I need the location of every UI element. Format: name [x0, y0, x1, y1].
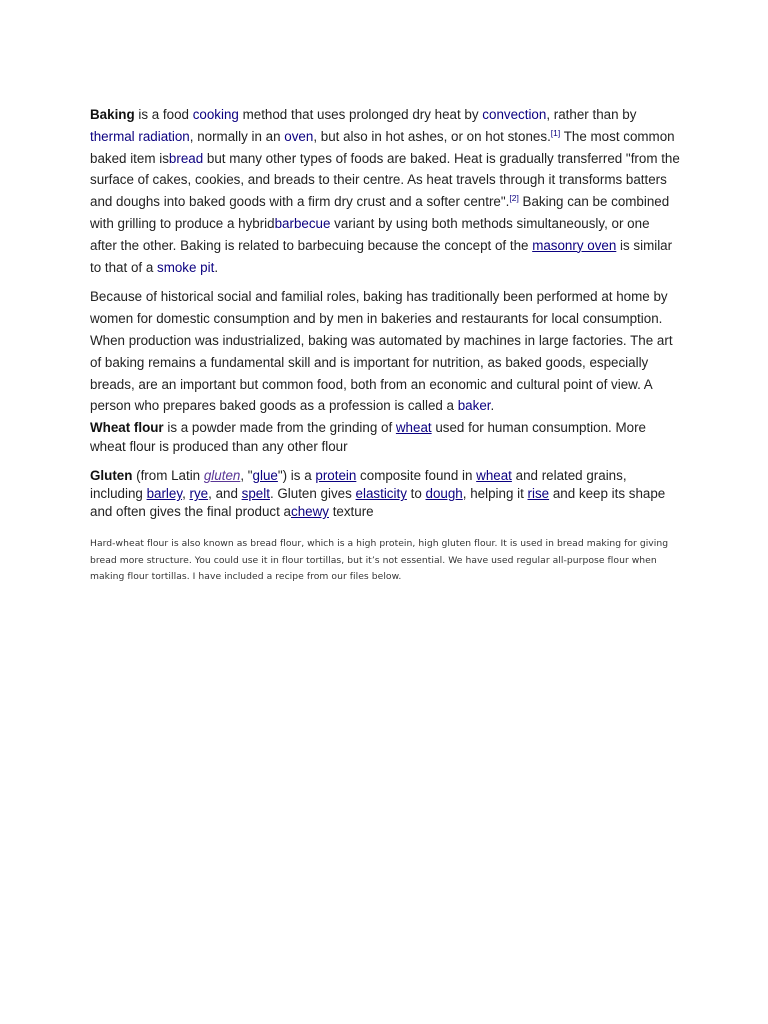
text-span: is a food	[134, 107, 193, 122]
text-span: and keep its shape and often gives the final product a	[90, 486, 666, 520]
text-span: . Gluten gives	[269, 486, 356, 502]
link-smoke-pit[interactable]: smoke pit	[157, 259, 215, 275]
link-rye[interactable]: rye	[189, 486, 209, 502]
link-chewy[interactable]: chewy	[291, 504, 329, 520]
link-bread[interactable]: bread	[168, 150, 204, 166]
link-wheat[interactable]: wheat	[395, 420, 432, 436]
text-span: .	[214, 259, 219, 275]
text-span: , normally in an	[189, 128, 285, 144]
document-body	[90, 104, 680, 586]
text-span: but many other types of foods are baked. Heat is gradually transferred "from the surface of cakes, cookies, and breads to their centre. As heat travels through it transforms batters and doughs into baked goods with a firm dry crust and a softer centre".	[90, 150, 680, 210]
text-span: composite found in	[356, 468, 477, 484]
link-rise[interactable]: rise	[527, 486, 550, 502]
bread-flour-note: Hard-wheat flour is also known as bread flour, which is a high protein, high gluten flour. It is used in bread making for giving bread more structure. You could use it in flour tortillas, but it’s not essential. We have used regular all-purpose flour when making flour tortillas. I have included a recipe from our files below.	[90, 538, 669, 583]
text-span: Because of historical social and familial roles, baking has traditionally been performed at home by women for domestic consumption and by men in bakeries and restaurants for local consumption. When production was industrialized, baking was automated by machines in large factories. The art of baking remains a fundamental skill and is important for nutrition, as baked goods, especially breads, are an important but common food, both from an economic and cultural point of view. A person who prepares baked goods as a profession is called a	[90, 289, 673, 414]
text-span: , helping it	[462, 486, 528, 502]
link-baker[interactable]: baker	[457, 398, 491, 414]
link-thermal-radiation[interactable]: thermal radiation	[90, 128, 190, 144]
text-span: used for human consumption. More wheat flour is produced than any other flour	[90, 420, 646, 455]
history-paragraph	[90, 286, 680, 417]
gluten-paragraph	[90, 467, 680, 521]
link-barley[interactable]: barley	[146, 486, 183, 502]
term-baking: Baking	[90, 107, 135, 122]
text-span: The most common baked item is	[90, 128, 675, 166]
text-span: Baking can be combined with grilling to produce a hybrid	[90, 194, 670, 231]
text-span: , rather than by	[546, 107, 637, 122]
term-gluten: Gluten	[90, 468, 133, 484]
text-span: and related grains, including	[90, 468, 627, 502]
wheat-flour-paragraph	[90, 418, 680, 456]
text-span: is similar to that of a	[90, 237, 673, 275]
text-span: , "	[240, 468, 253, 484]
text-span: texture	[328, 504, 374, 520]
text-span: , but also in hot ashes, or on hot stones.	[313, 128, 551, 144]
link-gluten-latin[interactable]: gluten	[203, 468, 241, 484]
link-masonry-oven[interactable]: masonry oven	[532, 237, 617, 253]
text-span: (from Latin	[132, 468, 204, 484]
link-wheat-grain[interactable]: wheat	[476, 468, 512, 484]
link-oven[interactable]: oven	[284, 128, 314, 144]
text-span: .	[490, 398, 495, 414]
link-dough[interactable]: dough	[425, 486, 463, 502]
link-glue[interactable]: glue	[252, 468, 278, 484]
text-span: ,	[182, 486, 190, 502]
reference-1[interactable]: [1]	[550, 127, 561, 138]
text-span: method that uses prolonged dry heat by	[238, 107, 483, 122]
link-cooking[interactable]: cooking	[192, 107, 239, 122]
link-protein[interactable]: protein	[315, 468, 357, 484]
text-span: ") is a	[277, 468, 316, 484]
link-spelt[interactable]: spelt	[241, 486, 270, 502]
link-elasticity[interactable]: elasticity	[355, 486, 407, 502]
reference-2[interactable]: [2]	[509, 193, 519, 204]
link-convection[interactable]: convection	[482, 107, 547, 122]
text-span: is a powder made from the grinding of	[163, 420, 396, 436]
text-span: variant by using both methods simultaneously, or one after the other. Baking is related to barbecuing because the concept of the	[90, 215, 650, 253]
text-span: to	[406, 486, 426, 502]
baking-paragraph	[90, 104, 680, 278]
link-barbecue[interactable]: barbecue	[274, 215, 331, 231]
text-span: , and	[208, 486, 242, 502]
term-wheat-flour: Wheat flour	[90, 420, 164, 436]
